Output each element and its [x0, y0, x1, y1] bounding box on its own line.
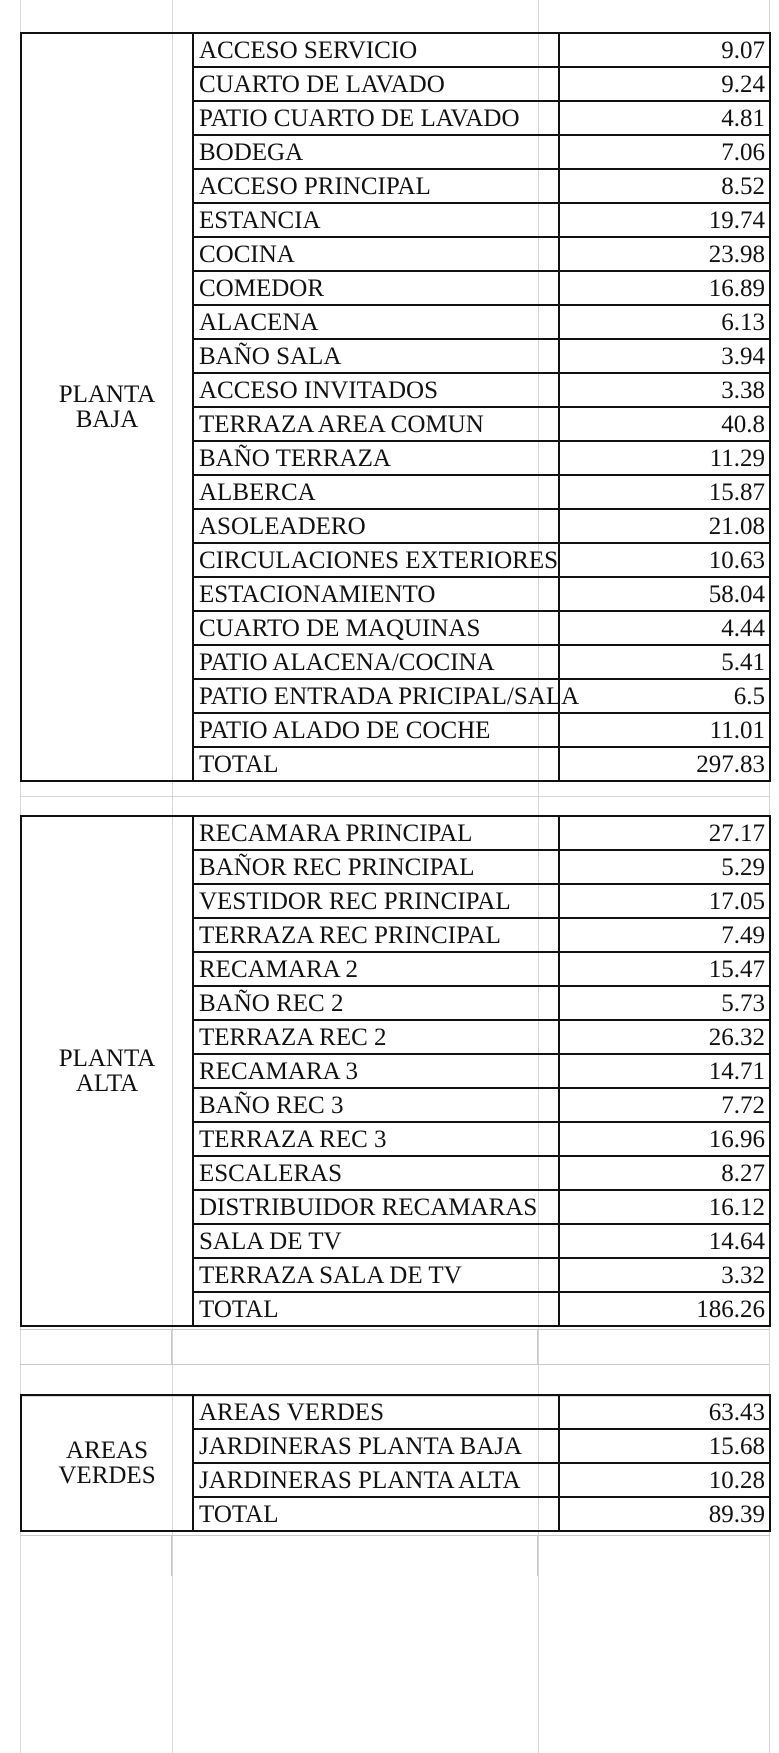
- area-value: 11.01: [559, 713, 770, 747]
- area-value: 3.38: [559, 373, 770, 407]
- area-value: 3.32: [559, 1258, 770, 1292]
- room-name: BAÑO REC 3: [193, 1088, 559, 1122]
- area-value: 15.87: [559, 475, 770, 509]
- area-value: 5.41: [559, 645, 770, 679]
- room-name: ESCALERAS: [193, 1156, 559, 1190]
- area-value: 7.49: [559, 918, 770, 952]
- area-value: 9.24: [559, 67, 770, 101]
- room-name: RECAMARA 3: [193, 1054, 559, 1088]
- room-name: ALBERCA: [193, 475, 559, 509]
- area-value: 26.32: [559, 1020, 770, 1054]
- section-label-line1: PLANTA: [58, 381, 156, 408]
- room-name: SALA DE TV: [193, 1224, 559, 1258]
- section-label-line2: ALTA: [75, 1070, 139, 1097]
- empty-row-strip: [20, 1535, 769, 1576]
- area-value: 5.73: [559, 986, 770, 1020]
- total-label: TOTAL: [193, 747, 559, 781]
- area-value: 10.28: [559, 1463, 770, 1497]
- area-value: 19.74: [559, 203, 770, 237]
- section-label: [21, 33, 193, 781]
- room-name: AREAS VERDES: [193, 1395, 559, 1429]
- room-name: RECAMARA PRINCIPAL: [193, 816, 559, 850]
- room-name: DISTRIBUIDOR RECAMARAS: [193, 1190, 559, 1224]
- area-value: 58.04: [559, 577, 770, 611]
- area-value: 16.12: [559, 1190, 770, 1224]
- room-name: ACCESO INVITADOS: [193, 373, 559, 407]
- area-value: 16.89: [559, 271, 770, 305]
- area-value: 15.68: [559, 1429, 770, 1463]
- room-name: TERRAZA REC PRINCIPAL: [193, 918, 559, 952]
- area-value: 21.08: [559, 509, 770, 543]
- area-value: 4.81: [559, 101, 770, 135]
- section-label-line1: PLANTA: [58, 1045, 156, 1072]
- area-value: 16.96: [559, 1122, 770, 1156]
- area-value: 9.07: [559, 33, 770, 67]
- room-name: CUARTO DE MAQUINAS: [193, 611, 559, 645]
- room-name: BAÑO REC 2: [193, 986, 559, 1020]
- room-name: VESTIDOR REC PRINCIPAL: [193, 884, 559, 918]
- area-value: 11.29: [559, 441, 770, 475]
- room-name: JARDINERAS PLANTA ALTA: [193, 1463, 559, 1497]
- room-name: BODEGA: [193, 135, 559, 169]
- area-value: 14.64: [559, 1224, 770, 1258]
- section-label-line2: VERDES: [58, 1462, 156, 1489]
- table-row: [21, 33, 770, 67]
- area-value: 8.52: [559, 169, 770, 203]
- room-name: PATIO ENTRADA PRICIPAL/SALA: [193, 679, 559, 713]
- room-name: BAÑOR REC PRINCIPAL: [193, 850, 559, 884]
- area-value: 4.44: [559, 611, 770, 645]
- room-name: TERRAZA AREA COMUN: [193, 407, 559, 441]
- area-value: 8.27: [559, 1156, 770, 1190]
- room-name: ACCESO PRINCIPAL: [193, 169, 559, 203]
- areas-verdes-table: [20, 1394, 771, 1532]
- grid-line: [20, 796, 769, 797]
- room-name: TERRAZA REC 3: [193, 1122, 559, 1156]
- area-value: 15.47: [559, 952, 770, 986]
- room-name: COMEDOR: [193, 271, 559, 305]
- area-value: 23.98: [559, 237, 770, 271]
- room-name: PATIO ALACENA/COCINA: [193, 645, 559, 679]
- section-label-line1: AREAS: [66, 1437, 148, 1464]
- room-name: TERRAZA SALA DE TV: [193, 1258, 559, 1292]
- room-name: CIRCULACIONES EXTERIORES: [193, 543, 559, 577]
- section-label: [21, 816, 193, 1326]
- room-name: BAÑO SALA: [193, 339, 559, 373]
- area-value: 63.43: [559, 1395, 770, 1429]
- area-value: 7.72: [559, 1088, 770, 1122]
- room-name: BAÑO TERRAZA: [193, 441, 559, 475]
- area-value: 7.06: [559, 135, 770, 169]
- area-value: 17.05: [559, 884, 770, 918]
- room-name: PATIO CUARTO DE LAVADO: [193, 101, 559, 135]
- planta-alta-table: [20, 815, 771, 1327]
- room-name: ALACENA: [193, 305, 559, 339]
- total-value: 297.83: [559, 747, 770, 781]
- total-value: 186.26: [559, 1292, 770, 1326]
- room-name: TERRAZA REC 2: [193, 1020, 559, 1054]
- room-name: JARDINERAS PLANTA BAJA: [193, 1429, 559, 1463]
- room-name: ESTANCIA: [193, 203, 559, 237]
- area-value: 40.8: [559, 407, 770, 441]
- area-value: 6.5: [559, 679, 770, 713]
- area-value: 6.13: [559, 305, 770, 339]
- room-name: CUARTO DE LAVADO: [193, 67, 559, 101]
- area-value: 3.94: [559, 339, 770, 373]
- total-value: 89.39: [559, 1497, 770, 1531]
- room-name: ACCESO SERVICIO: [193, 33, 559, 67]
- planta-baja-table: [20, 32, 771, 782]
- total-label: TOTAL: [193, 1292, 559, 1326]
- total-label: TOTAL: [193, 1497, 559, 1531]
- room-name: PATIO ALADO DE COCHE: [193, 713, 559, 747]
- empty-row-strip: [20, 1329, 769, 1365]
- room-name: COCINA: [193, 237, 559, 271]
- area-value: 27.17: [559, 816, 770, 850]
- area-value: 10.63: [559, 543, 770, 577]
- table-row: [21, 1395, 770, 1429]
- area-value: 14.71: [559, 1054, 770, 1088]
- room-name: ASOLEADERO: [193, 509, 559, 543]
- table-row: [21, 816, 770, 850]
- room-name: ESTACIONAMIENTO: [193, 577, 559, 611]
- area-value: 5.29: [559, 850, 770, 884]
- section-label-line2: BAJA: [75, 406, 139, 433]
- section-label: [21, 1395, 193, 1531]
- room-name: RECAMARA 2: [193, 952, 559, 986]
